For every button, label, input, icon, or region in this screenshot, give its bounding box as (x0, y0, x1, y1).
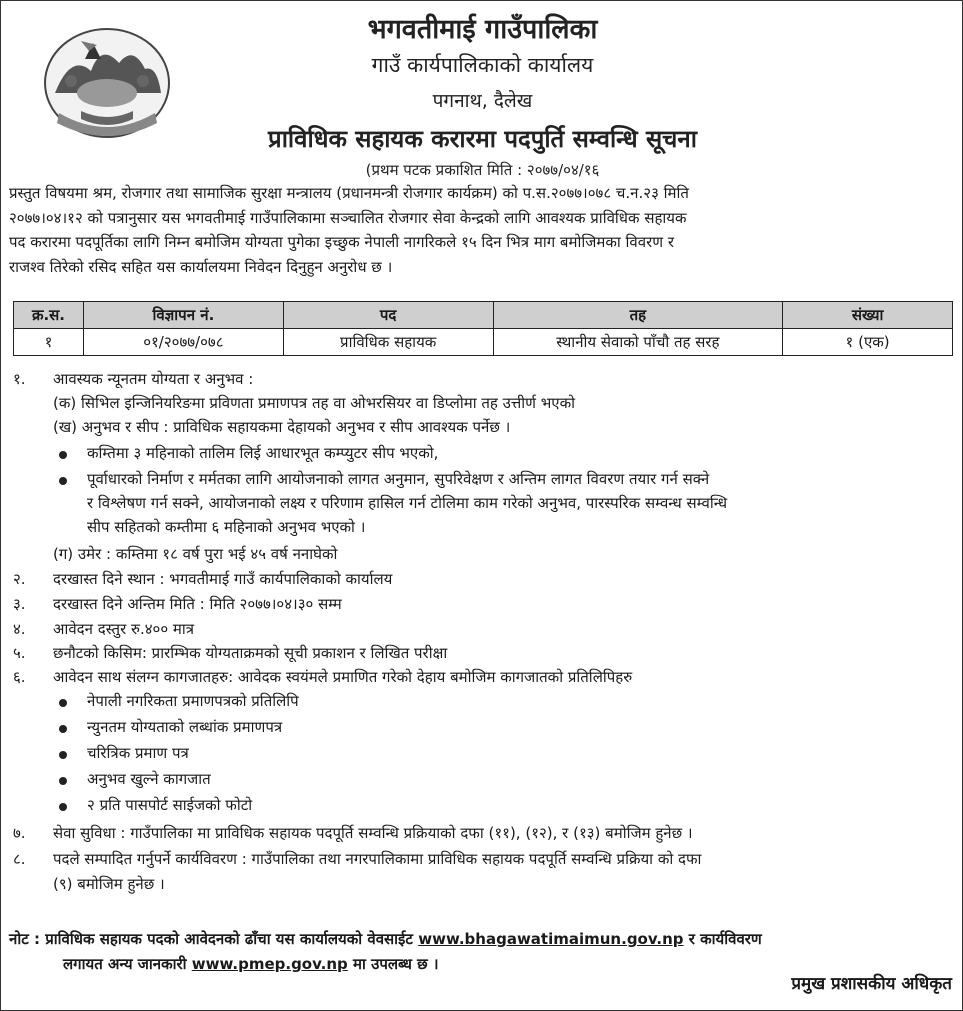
bullet-icon (59, 751, 67, 759)
item-number: ४. (13, 620, 26, 638)
note-line (63, 954, 439, 974)
office-location: पगनाथ, दैलेख (432, 90, 533, 112)
list-item: नेपाली नगरिकता प्रमाणपत्रको प्रतिलिपि (87, 692, 299, 710)
list-item: (९) बमोजिम हुनेछ । (53, 875, 165, 893)
intro-line: २०७७।०४।१२ को पत्रानुसार यस भगवतीमाई गाउँपालिकामा सञ्चालित रोजगार सेवा केन्द्रको लागि आवश्यक प्राविधिक सहायक (9, 208, 687, 227)
note-line (9, 929, 762, 949)
vacancy-table (13, 301, 953, 356)
cell-level: स्थानीय सेवाको पाँचौ तह सरह (493, 329, 783, 356)
list-item: (ग) उमेर : कम्तिमा १८ वर्ष पुरा भई ४५ वर्ष ननाघेको (53, 545, 338, 563)
item-number: ३. (13, 595, 26, 613)
list-item: चरित्रिक प्रमाण पत्र (87, 744, 189, 762)
cell-ad-number: ०१/२०७७/०७८ (83, 329, 283, 356)
list-item: अनुभव खुल्ने कागजात (87, 770, 211, 788)
bullet-icon (59, 803, 67, 811)
item-number: २. (13, 570, 26, 588)
table-header-row (14, 302, 953, 329)
bullet-icon (59, 477, 67, 485)
list-item: दरखास्त दिने अन्तिम मिति : मिति २०७७।०४।३० सम्म (53, 595, 342, 613)
item-number: ७. (13, 824, 26, 842)
intro-paragraph (9, 181, 957, 279)
table-row (14, 329, 953, 356)
bullet-icon (59, 699, 67, 707)
note-text: नोट : प्राविधिक सहायक पदको आवेदनको ढाँचा यस कार्यालयको वेवसाईट (9, 930, 413, 948)
col-post: पद (283, 302, 493, 329)
office-subtitle: गाउँ कार्यपालिकाको कार्यालय (371, 53, 594, 77)
office-name: भगवतीमाई गाउँपालिका (367, 14, 598, 45)
list-item: आवस्यक न्यूनतम योग्यता र अनुभव : (53, 370, 254, 388)
list-item: पूर्वाधारको निर्माण र मर्मतका लागि आयोजनाको लागत अनुमान, सुपरिवेक्षण र अन्तिम लागत विवरण तयार गर्न सक्ने (87, 470, 710, 488)
note-text: लगायत अन्य जानकारी (63, 955, 187, 973)
list-item: आवेदन साथ संलग्न कागजातहरु: आवेदक स्वयंमले प्रमाणित गरेको देहाय बमोजिम कागजातको प्रतिलिपिहरु (53, 668, 633, 686)
intro-line: राजश्व तिरेको रसिद सहित यस कार्यालयमा निवेदन दिनुहुन अनुरोध छ । (9, 257, 393, 276)
cell-count: १ (एक) (783, 329, 953, 356)
note-text: मा उपलब्ध छ । (353, 955, 439, 973)
item-number: ५. (13, 644, 26, 662)
item-number: ६. (13, 668, 26, 686)
cell-serial: १ (14, 329, 84, 356)
bullet-icon (59, 777, 67, 785)
col-level: तह (493, 302, 783, 329)
published-date: (प्रथम पटक प्रकाशित मिति : २०७७/०४/१६ (365, 161, 600, 179)
note-text: र कार्यविवरण (688, 930, 762, 948)
list-item: दरखास्त दिने स्थान : भगवतीमाई गाउँ कार्यपालिकाको कार्यालय (53, 570, 393, 588)
list-item: पदले सम्पादित गर्नुपर्ने कार्यविवरण : गाउँपालिका तथा नगरपालिकामा प्राविधिक सहायक पदपूर्ति सम्वन्धि प्रक्रिया को दफा (53, 850, 702, 868)
cell-post: प्राविधिक सहायक (283, 329, 493, 356)
list-item: कम्तिमा ३ महिनाको तालिम लिई आधारभूत कम्प्युटर सीप भएको, (87, 444, 439, 462)
pmep-link[interactable]: www.pmep.gov.np (191, 955, 348, 973)
list-item: सीप सहितको कम्तीमा ६ महिनाको अनुभव भएको । (87, 518, 366, 536)
item-number: १. (13, 370, 26, 388)
col-count: संख्या (783, 302, 953, 329)
signature-title: प्रमुख प्रशासकीय अधिकृत (791, 974, 952, 994)
item-number: ८. (13, 850, 26, 868)
list-item: सेवा सुविधा : गाउँपालिका मा प्राविधिक सहायक पदपूर्ति सम्वन्धि प्रक्रियाको दफा (११), (१२), र (१३) बमोजिम हुनेछ । (53, 824, 693, 842)
list-item: (ख) अनुभव र सीप : प्राविधिक सहायकमा देहायको अनुभव र सीप आवश्यक पर्नेछ । (53, 418, 511, 436)
list-item: आवेदन दस्तुर रु.४०० मात्र (53, 620, 195, 638)
intro-line: प्रस्तुत विषयमा श्रम, रोजगार तथा सामाजिक सुरक्षा मन्त्रालय (प्रधानमन्त्री रोजगार कार्यक्रम) को प.स.२०७७।०७८ च.न.२३ मिति (9, 184, 689, 202)
col-ad-number: विज्ञापन नं. (83, 302, 283, 329)
bullet-icon (59, 725, 67, 733)
intro-line: पद करारमा पदपूर्तिका लागि निम्न बमोजिम योग्यता पुगेका इच्छुक नेपाली नागरिकले १५ दिन भित्र माग बमोजिमका विवरण र (9, 233, 674, 251)
col-serial: क्र.स. (14, 302, 84, 329)
bullet-icon (59, 451, 67, 459)
list-item: (क) सिभिल इन्जिनियरिङमा प्रविणता प्रमाणपत्र तह वा ओभरसियर वा डिप्लोमा तह उत्तीर्ण भएको (53, 394, 575, 412)
list-item: छनौटको किसिम: प्रारम्भिक योग्यताक्रमको सूची प्रकाशन र लिखित परीक्षा (53, 644, 448, 662)
list-item: र विश्लेषण गर्न सक्ने, आयोजनाको लक्ष्य र परिणाम हासिल गर्न टोलिमा काम गरेको अनुभव, पारस्परिक सम्वन्ध सम्वन्धि (87, 494, 728, 512)
website-link[interactable]: www.bhagawatimaimun.gov.np (418, 930, 684, 948)
list-item: न्युनतम योग्यताको लब्धांक प्रमाणपत्र (87, 718, 283, 736)
list-item: २ प्रति पासपोर्ट साईजको फोटो (87, 796, 253, 814)
notice-title: प्राविधिक सहायक करारमा पदपुर्ति सम्वन्धि सूचना (268, 125, 697, 153)
